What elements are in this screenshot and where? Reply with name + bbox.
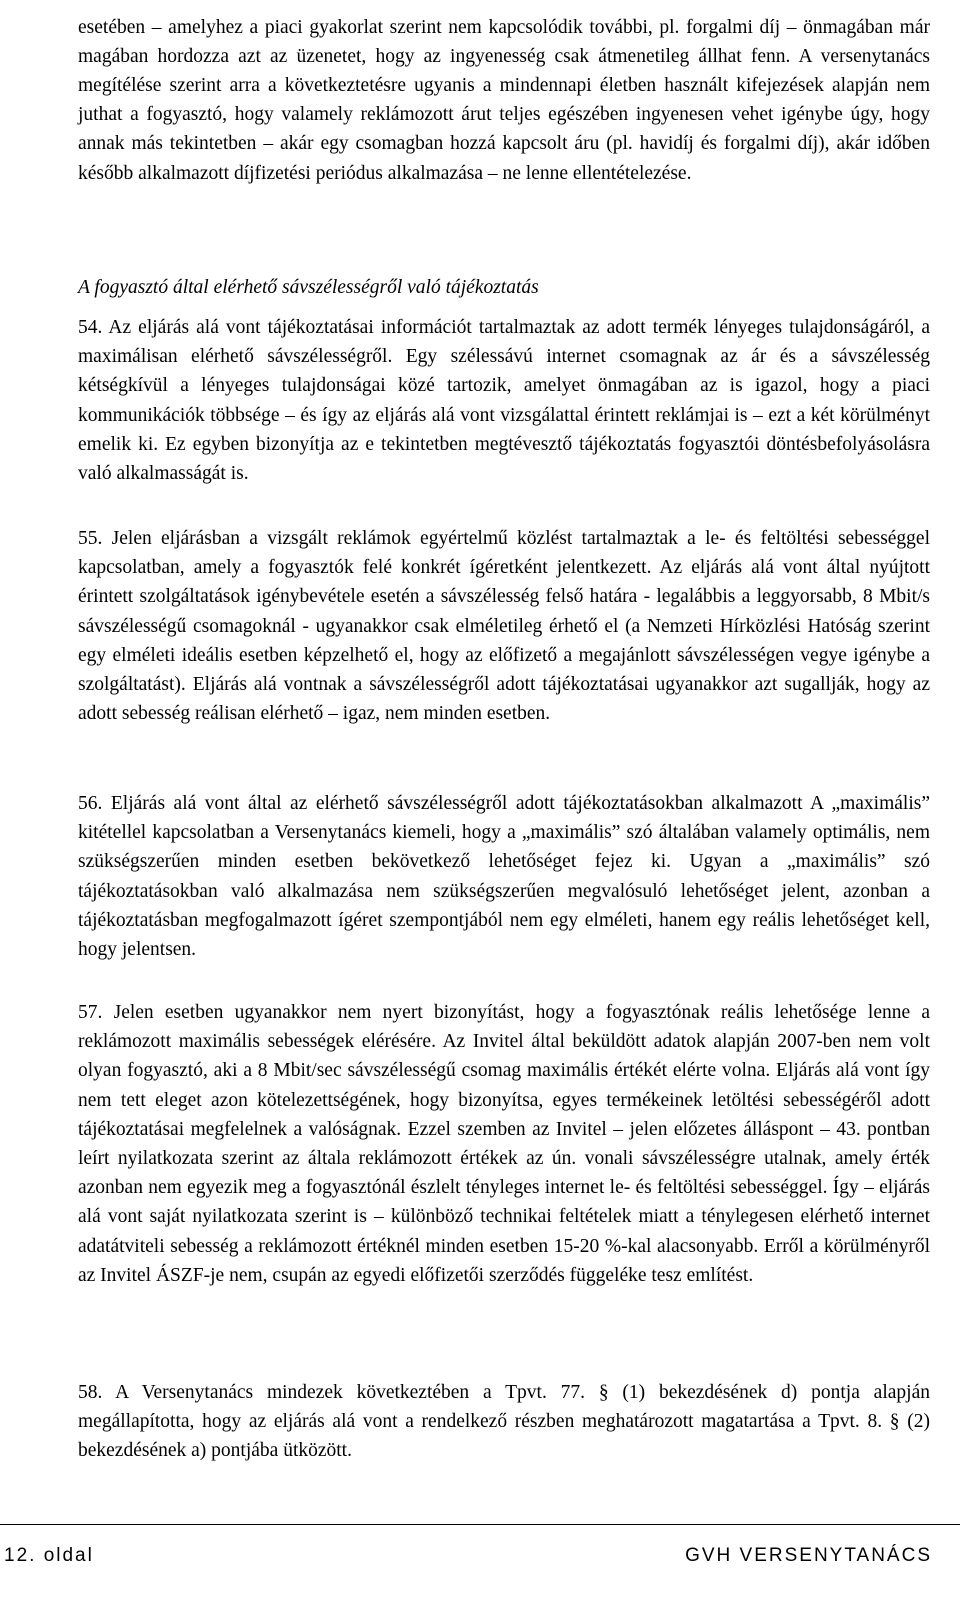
paragraph-55 <box>78 524 930 728</box>
paragraph-text: Jelen eljárásban a vizsgált reklámok egyértelmű közlést tartalmaztak a le- és feltöltési sebességgel kapcsolatban, amely a fogyasztók felé konkrét ígéretként jelentkezett. Az eljárás alá vont által nyújtott érintett szolgáltatások igénybevétele esetén a sávszélesség felső határa - legalábbis a leggyorsabb, 8 Mbit/s sávszélességű csomagoknál - ugyanakkor csak elméletileg érhető el (a Nemzeti Hírközlési Hatóság szerint egy elméleti ideális esetben képzelhető el, hogy az előfizető a megajánlott sávszélességen vegye igénybe a szolgáltatást). Eljárás alá vontnak a sávszélességről adott tájékoztatásai ugyanakkor azt sugallják, hogy az adott sebesség reálisan elérhető – igaz, nem minden esetben. <box>78 528 931 725</box>
paragraph-56 <box>78 789 930 964</box>
paragraph-text: Az eljárás alá vont tájékoztatásai információt tartalmaztak az adott termék lényeges tulajdonságáról, a maximálisan elérhető sávszélességről. Egy szélessávú internet csomagnak az ár és a sávszélesség kétségkívül a lényeges tulajdonságai közé tartozik, amelyet önmagában az is igazol, hogy a piaci kommunikációk többsége – és így az eljárás alá vont vizsgálattal érintett reklámjai is – ezt a két körülményt emelik ki. Ez egyben bizonyítja az e tekintetben megtévesztő tájékoztatás fogyasztói döntésbefolyásolásra való alkalmasságát is. <box>78 317 930 485</box>
paragraph-number: 54. <box>78 317 103 338</box>
paragraph-58 <box>78 1378 930 1466</box>
paragraph-text: A Versenytanács mindezek következtében a Tpvt. 77. § (1) bekezdésének d) pontja alapján megállapította, hogy az eljárás alá vont a rendelkező részben meghatározott magatartása a Tpvt. 8. § (2) bekezdésének a) pontjába ütközött. <box>78 1382 930 1462</box>
page-footer <box>0 1543 960 1569</box>
paragraph-text: Eljárás alá vont által az elérhető sávszélességről adott tájékoztatásokban alkalmazott A „maximális” kitétellel kapcsolatban a Versenytanács kiemeli, hogy a „maximális” szó általában valamely optimális, nem szükségszerűen minden esetben bekövetkező lehetőséget fejez ki. Ugyan a „maximális” szó tájékoztatásokban való alkalmazása nem szükségszerűen megvalósuló lehetőséget jelent, azonban a tájékoztatásban megfogalmazott ígéret szempontjából nem egy elméleti, hanem egy reális lehetőséget kell, hogy jelentsen. <box>78 793 931 961</box>
paragraph-number: 57. <box>78 1002 103 1023</box>
paragraph-54 <box>78 313 930 488</box>
organization-name: GVH VERSENYTANÁCS <box>685 1545 932 1566</box>
paragraph-number: 55. <box>78 528 103 549</box>
paragraph-text: Jelen esetben ugyanakkor nem nyert bizonyítást, hogy a fogyasztónak reális lehetősége lenne a reklámozott maximális sebességek elérésére. Az Invitel által beküldött adatok alapján 2007-ben nem volt olyan fogyasztó, aki a 8 Mbit/sec sávszélességű csomag maximális értékét elérte volna. Eljárás alá vont így nem tett eleget azon kötelezettségének, hogy bizonyítsa, egyes termékeinek letöltési sebességéről adott tájékoztatásai megfelelnek a valóságnak. Ezzel szemben az Invitel – jelen előzetes álláspont – 43. pontban leírt nyilatkozata szerint az általa reklámozott értékek az ún. vonali sávszélességre utalnak, amely érték azonban nem egyezik meg a fogyasztónál észlelt tényleges internet le- és feltöltési sebességgel. Így – eljárás alá vont saját nyilatkozata szerint is – különböző technikai feltételek miatt a ténylegesen elérhető internet adatátviteli sebesség a reklámozott értéknél minden esetben 15-20 %-kal alacsonyabb. Erről a körülményről az Invitel ÁSZF-je nem, csupán az egyedi előfizetői szerződés függeléke tesz említést. <box>78 1002 931 1286</box>
footer-divider <box>0 1524 960 1525</box>
section-heading: A fogyasztó által elérhető sávszélességről való tájékoztatás <box>78 277 539 298</box>
paragraph-number: 56. <box>78 793 103 814</box>
paragraph-number: 58. <box>78 1382 103 1403</box>
page-number: 12. oldal <box>4 1545 94 1566</box>
paragraph-57 <box>78 998 930 1290</box>
intro-paragraph: esetében – amelyhez a piaci gyakorlat szerint nem kapcsolódik további, pl. forgalmi díj – önmagában már magában hordozza azt az üzenetet, hogy az ingyenesség csak átmenetileg állhat fenn. A versenytanács megítélése szerint arra a következtetésre ugyanis a mindennapi életben használt kifejezések alapján nem juthat a fogyasztó, hogy valamely reklámozott árut teljes egészében ingyenesen vehet igénybe úgy, hogy annak más tekintetben – akár egy csomagban hozzá kapcsolt áru (pl. havidíj és forgalmi díj), akár időben később alkalmazott díjfizetési periódus alkalmazása – ne lenne ellentételezése. <box>78 16 930 184</box>
